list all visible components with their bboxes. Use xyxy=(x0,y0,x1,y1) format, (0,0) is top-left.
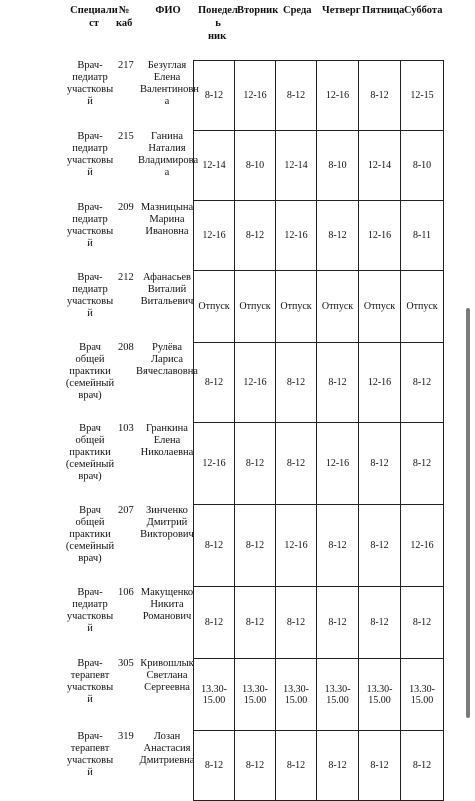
cell-monday: 12-14 xyxy=(194,131,235,201)
row-6-name: Гранкина Елена Николаевна xyxy=(140,423,194,458)
row-2-specialist: Врач- педиатр участковы й xyxy=(66,131,114,178)
cell-friday: 8-12 xyxy=(359,423,401,505)
cell-tuesday: 8-12 xyxy=(235,731,276,801)
cell-saturday: 13.30-15.00 xyxy=(401,659,444,731)
header-monday-line3: ник xyxy=(208,31,227,42)
cell-monday: 12-16 xyxy=(194,423,235,505)
table-row xyxy=(194,423,444,505)
cell-monday: 8-12 xyxy=(194,343,235,423)
cell-wednesday: 12-16 xyxy=(276,201,317,271)
table-row xyxy=(194,659,444,731)
row-1-name: Безуглая Елена Валентиновн а xyxy=(140,60,199,107)
header-monday-line1: Понедел xyxy=(198,5,238,16)
cell-thursday: 12-16 xyxy=(317,423,359,505)
header-monday xyxy=(198,4,238,43)
header-specialist-line1: Специали xyxy=(70,5,118,16)
row-4-cabinet: 212 xyxy=(118,272,134,283)
cell-monday: 12-16 xyxy=(194,201,235,271)
row-10-name: Лозан Анастасия Дмитриевна xyxy=(139,731,195,766)
cell-saturday: 8-11 xyxy=(401,201,444,271)
row-9-specialist: Врач- терапевт участковы й xyxy=(66,658,114,705)
cell-tuesday: 8-12 xyxy=(235,505,276,587)
header-friday-label: Пятница xyxy=(362,5,405,16)
cell-wednesday: 8-12 xyxy=(276,61,317,131)
cell-thursday: 8-12 xyxy=(317,201,359,271)
cell-monday: 8-12 xyxy=(194,61,235,131)
row-5-cabinet: 208 xyxy=(118,342,134,353)
row-8-name: Макущенко Никита Романович xyxy=(140,587,194,622)
cell-thursday: 8-12 xyxy=(317,731,359,801)
row-3-specialist: Врач- педиатр участковы й xyxy=(66,202,114,249)
table-row xyxy=(194,343,444,423)
cell-saturday: 8-12 xyxy=(401,423,444,505)
row-3-cabinet: 209 xyxy=(118,202,134,213)
cell-saturday: 8-12 xyxy=(401,343,444,423)
header-monday-line2: ь xyxy=(215,18,221,29)
header-thursday-label: Четверг xyxy=(322,5,361,16)
row-10-specialist: Врач- терапевт участковы й xyxy=(66,731,114,778)
cell-friday: 8-12 xyxy=(359,587,401,659)
table-row xyxy=(194,201,444,271)
cell-wednesday: 13.30-15.00 xyxy=(276,659,317,731)
cell-tuesday: 8-12 xyxy=(235,587,276,659)
cell-wednesday: Отпуск xyxy=(276,271,317,343)
cell-saturday: 12-16 xyxy=(401,505,444,587)
cell-thursday: 8-12 xyxy=(317,343,359,423)
header-friday xyxy=(362,4,404,17)
cell-wednesday: 8-12 xyxy=(276,731,317,801)
table-row xyxy=(194,131,444,201)
table-row xyxy=(194,271,444,343)
cell-tuesday: 13.30-15.00 xyxy=(235,659,276,731)
table-row xyxy=(194,587,444,659)
cell-tuesday: 8-12 xyxy=(235,201,276,271)
cell-thursday: 8-12 xyxy=(317,587,359,659)
cell-friday: 8-12 xyxy=(359,61,401,131)
row-8-cabinet: 106 xyxy=(118,587,134,598)
cell-saturday: 8-12 xyxy=(401,731,444,801)
row-7-cabinet: 207 xyxy=(118,505,134,516)
row-5-specialist: Врач общей практики (семейный врач) xyxy=(65,342,115,401)
cell-monday: Отпуск xyxy=(194,271,235,343)
row-1-specialist: Врач- педиатр участковы й xyxy=(66,60,114,107)
cell-tuesday: Отпуск xyxy=(235,271,276,343)
cell-saturday: 8-12 xyxy=(401,587,444,659)
header-specialist-line2: ст xyxy=(89,18,99,29)
row-9-name: Кривошлык Светлана Сергеевна xyxy=(140,658,194,693)
cell-thursday: 8-12 xyxy=(317,505,359,587)
cell-saturday: Отпуск xyxy=(401,271,444,343)
cell-monday: 8-12 xyxy=(194,505,235,587)
cell-friday: 13.30-15.00 xyxy=(359,659,401,731)
header-tuesday-label: Вторник xyxy=(237,5,279,16)
cell-saturday: 12-15 xyxy=(401,61,444,131)
cell-wednesday: 8-12 xyxy=(276,423,317,505)
cell-friday: 12-16 xyxy=(359,343,401,423)
cell-wednesday: 12-16 xyxy=(276,505,317,587)
row-5-name: Рулёва Лариса Вячеславовна xyxy=(136,342,198,377)
cell-tuesday: 8-12 xyxy=(235,423,276,505)
header-wednesday-label: Среда xyxy=(283,5,312,16)
row-10-cabinet: 319 xyxy=(118,731,134,742)
cell-tuesday: 8-10 xyxy=(235,131,276,201)
row-7-name: Зинченко Дмитрий Викторович xyxy=(140,505,194,540)
header-wednesday xyxy=(283,4,312,17)
table-row xyxy=(194,61,444,131)
table-row xyxy=(194,731,444,801)
row-2-cabinet: 215 xyxy=(118,131,134,142)
table-row xyxy=(194,505,444,587)
row-6-specialist: Врач общей практики (семейный врач) xyxy=(65,423,115,482)
cell-friday: 12-14 xyxy=(359,131,401,201)
cell-friday: 8-12 xyxy=(359,505,401,587)
cell-thursday: 12-16 xyxy=(317,61,359,131)
header-name xyxy=(148,4,188,17)
row-4-specialist: Врач- педиатр участковы й xyxy=(66,272,114,319)
row-2-name: Ганина Наталия Владимирова а xyxy=(138,131,199,178)
row-7-specialist: Врач общей практики (семейный врач) xyxy=(65,505,115,564)
header-saturday-label: Суббота xyxy=(404,5,443,16)
cell-friday: Отпуск xyxy=(359,271,401,343)
cell-tuesday: 12-16 xyxy=(235,343,276,423)
cell-monday: 13.30-15.00 xyxy=(194,659,235,731)
row-4-name: Афанасьев Виталий Витальевич xyxy=(140,272,194,307)
cell-thursday: 13.30-15.00 xyxy=(317,659,359,731)
header-cabinet xyxy=(116,4,132,30)
cell-wednesday: 12-14 xyxy=(276,131,317,201)
row-8-specialist: Врач- педиатр участковы й xyxy=(66,587,114,634)
cell-thursday: 8-10 xyxy=(317,131,359,201)
row-9-cabinet: 305 xyxy=(118,658,134,669)
cell-wednesday: 8-12 xyxy=(276,343,317,423)
row-6-cabinet: 103 xyxy=(118,423,134,434)
header-name-label: ФИО xyxy=(155,5,181,16)
row-3-name: Мазницына Марина Ивановна xyxy=(140,202,194,237)
header-cabinet-line1: № xyxy=(118,5,130,16)
cell-monday: 8-12 xyxy=(194,587,235,659)
cell-saturday: 8-10 xyxy=(401,131,444,201)
header-thursday xyxy=(322,4,360,17)
cell-friday: 12-16 xyxy=(359,201,401,271)
header-specialist xyxy=(68,4,120,30)
cell-tuesday: 12-16 xyxy=(235,61,276,131)
cell-thursday: Отпуск xyxy=(317,271,359,343)
schedule-table xyxy=(193,60,444,801)
row-1-cabinet: 217 xyxy=(118,60,134,71)
cell-wednesday: 8-12 xyxy=(276,587,317,659)
cell-friday: 8-12 xyxy=(359,731,401,801)
vertical-scrollbar[interactable] xyxy=(466,308,470,718)
header-cabinet-line2: каб xyxy=(116,18,133,29)
cell-monday: 8-12 xyxy=(194,731,235,801)
header-saturday xyxy=(404,4,442,17)
header-tuesday xyxy=(237,4,278,17)
